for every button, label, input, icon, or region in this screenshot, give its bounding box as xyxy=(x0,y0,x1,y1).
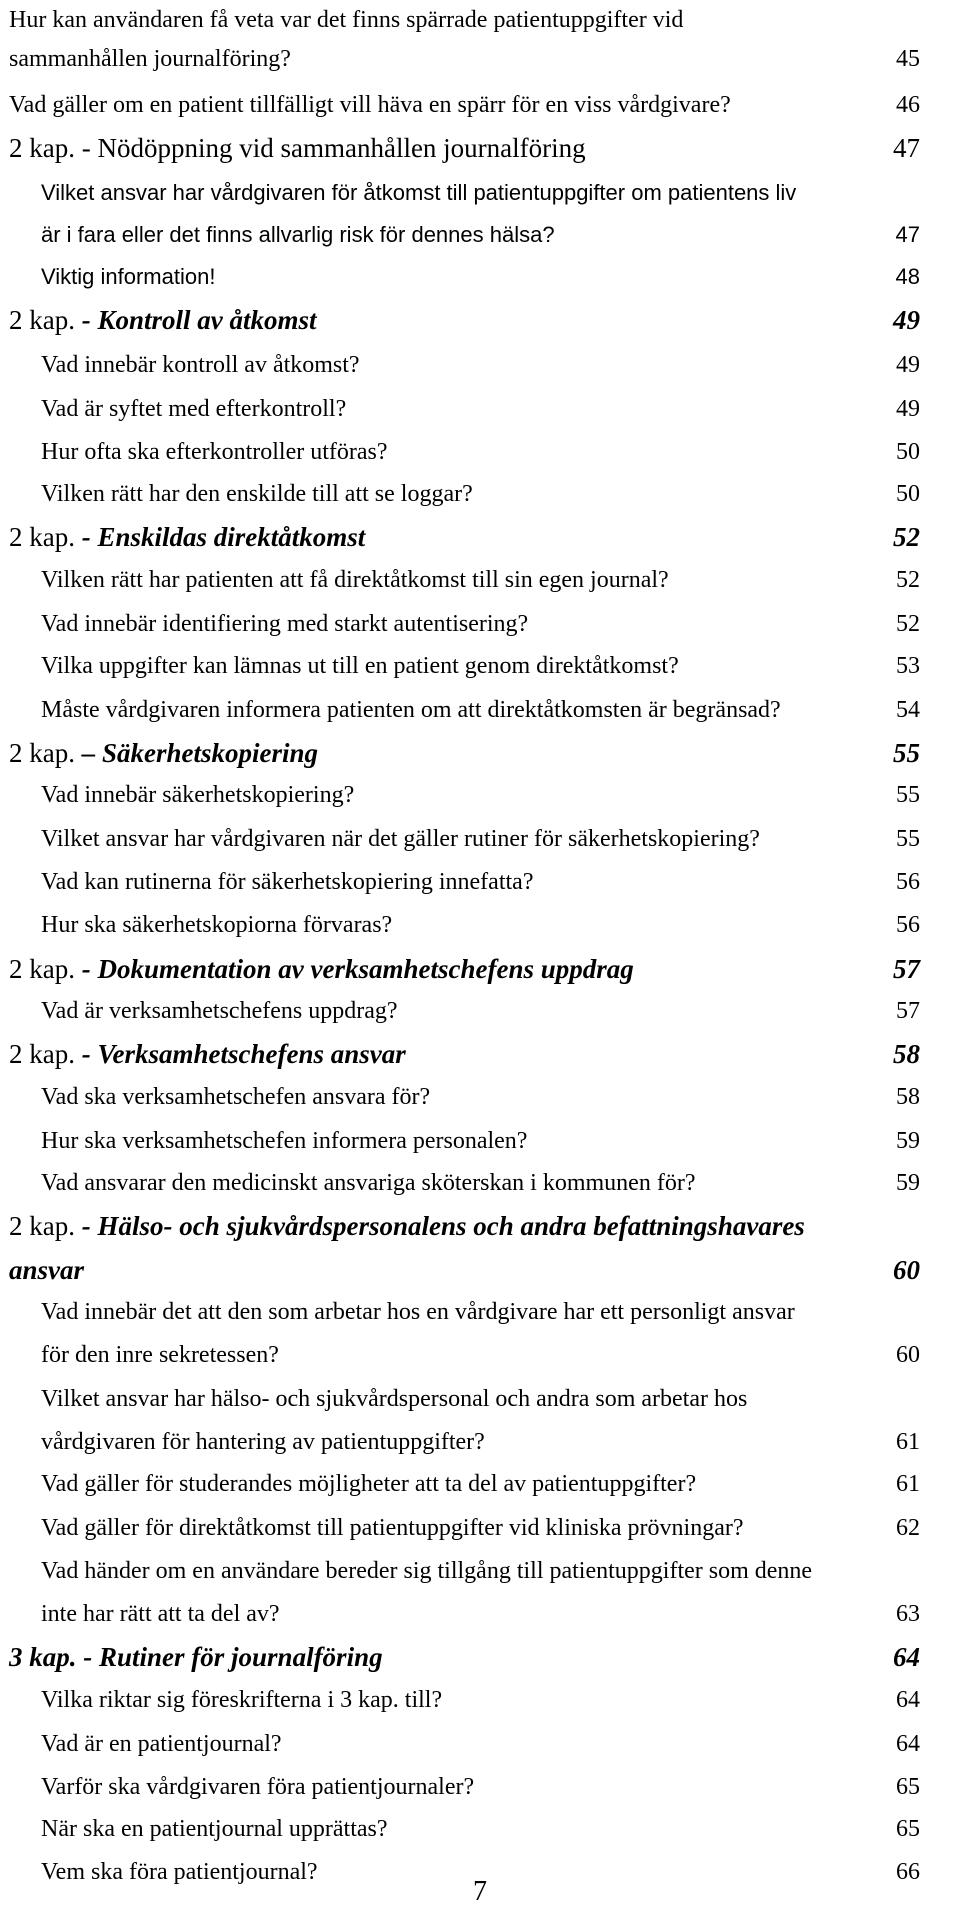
entry-page-number: 65 xyxy=(896,1816,920,1842)
chapter-prefix: 2 kap. xyxy=(9,133,82,163)
entry-page-number: 66 xyxy=(896,1859,920,1885)
entry-page-number: 62 xyxy=(896,1515,920,1541)
entry-title xyxy=(9,85,731,125)
entry-title xyxy=(41,257,215,297)
entry-page-number: 65 xyxy=(896,1774,920,1800)
chapter-prefix: 2 kap. xyxy=(9,1211,82,1241)
entry-text: Måste vårdgivaren informera patienten om att direktåtkomsten är begränsad? xyxy=(41,697,781,723)
entry-title xyxy=(41,819,760,859)
entry-page-number: 50 xyxy=(896,439,920,465)
entry-title xyxy=(41,1335,279,1375)
entry-text: - Dokumentation av verksamhetschefens uppdrag xyxy=(81,954,634,984)
entry-title xyxy=(41,1508,744,1548)
entry-text: Vad händer om en användare bereder sig tillgång till patientuppgifter som denne xyxy=(41,1558,813,1584)
entry-page-number: 47 xyxy=(893,133,920,163)
entry-page-number: 53 xyxy=(896,653,920,679)
entry-page-number: 49 xyxy=(893,305,920,335)
entry-text: Vilket ansvar har hälso- och sjukvårdspersonal och andra som arbetar hos xyxy=(41,1386,748,1412)
entry-page-number: 56 xyxy=(896,869,920,895)
entry-text: Vilka riktar sig föreskrifterna i 3 kap. till? xyxy=(41,1687,443,1713)
entry-title xyxy=(41,432,388,472)
entry-page-number: 57 xyxy=(896,998,920,1024)
entry-text: sammanhållen journalföring? xyxy=(9,46,291,72)
entry-title xyxy=(41,991,398,1031)
entry-page-number: 61 xyxy=(896,1471,920,1497)
entry-title xyxy=(41,862,533,902)
entry-title xyxy=(41,604,528,644)
entry-text: Vad gäller för studerandes möjligheter att ta del av patientuppgifter? xyxy=(41,1471,697,1497)
entry-text: vårdgivaren för hantering av patientuppgifter? xyxy=(41,1429,485,1455)
chapter-prefix: 2 kap. xyxy=(9,305,82,335)
entry-title xyxy=(9,300,317,340)
entry-title xyxy=(41,173,796,213)
entry-title xyxy=(9,0,683,40)
entry-text: Vilka uppgifter kan lämnas ut till en patient genom direktåtkomst? xyxy=(41,653,679,679)
entry-text: Vad ansvarar den medicinskt ansvariga sköterskan i kommunen för? xyxy=(41,1170,696,1196)
entry-page-number: 52 xyxy=(896,611,920,637)
entry-page-number: 46 xyxy=(896,92,920,118)
entry-title xyxy=(41,1379,747,1419)
entry-title xyxy=(9,1250,84,1290)
entry-text: - Enskildas direktåtkomst xyxy=(81,522,366,552)
entry-page-number: 52 xyxy=(893,522,920,552)
entry-title xyxy=(9,1034,406,1074)
entry-title xyxy=(41,560,669,600)
entry-text: inte har rätt att ta del av? xyxy=(41,1601,280,1627)
entry-title xyxy=(41,1077,430,1117)
entry-page-number: 55 xyxy=(896,782,920,808)
chapter-prefix: 2 kap. xyxy=(9,522,82,552)
entry-text: är i fara eller det finns allvarlig risk för dennes hälsa? xyxy=(41,222,555,247)
entry-title xyxy=(41,1680,442,1720)
entry-page-number: 59 xyxy=(896,1128,920,1154)
entry-title xyxy=(41,474,473,514)
entry-title xyxy=(41,1594,280,1634)
entry-title xyxy=(41,1163,695,1203)
entry-text: 3 kap. - Rutiner för journalföring xyxy=(9,1642,383,1672)
entry-text: Hur ska verksamhetschefen informera personalen? xyxy=(41,1128,528,1154)
entry-text: för den inre sekretessen? xyxy=(41,1342,279,1368)
entry-page-number: 48 xyxy=(895,264,920,289)
entry-title xyxy=(41,1292,795,1332)
entry-page-number: 63 xyxy=(896,1601,920,1627)
entry-title xyxy=(41,775,354,815)
entry-page-number: 55 xyxy=(893,738,920,768)
entry-page-number: 55 xyxy=(896,826,920,852)
entry-text: Vad ska verksamhetschefen ansvara för? xyxy=(41,1084,431,1110)
entry-text: Vad innebär det att den som arbetar hos en vårdgivare har ett personligt ansvar xyxy=(41,1299,795,1325)
entry-text: - Verksamhetschefens ansvar xyxy=(81,1039,406,1069)
entry-page-number: 47 xyxy=(895,222,920,247)
entry-text: Hur kan användaren få veta var det finns spärrade patientuppgifter vid xyxy=(9,7,684,33)
entry-text: Vad innebär identifiering med starkt autentisering? xyxy=(41,611,529,637)
entry-text: Vad gäller för direktåtkomst till patientuppgifter vid kliniska prövningar? xyxy=(41,1515,744,1541)
entry-text: Vilken rätt har patienten att få direktåtkomst till sin egen journal? xyxy=(41,567,669,593)
entry-text: Hur ska säkerhetskopiorna förvaras? xyxy=(41,912,393,938)
entry-page-number: 57 xyxy=(893,954,920,984)
entry-text: Vad innebär kontroll av åtkomst? xyxy=(41,352,360,378)
entry-title xyxy=(41,1767,474,1807)
entry-page-number: 50 xyxy=(896,481,920,507)
entry-title xyxy=(41,1464,696,1504)
entry-page-number: 45 xyxy=(896,46,920,72)
entry-title xyxy=(9,517,365,557)
entry-text: - Kontroll av åtkomst xyxy=(81,305,317,335)
entry-title xyxy=(9,733,318,773)
entry-text: Vad är syftet med efterkontroll? xyxy=(41,396,347,422)
entry-title xyxy=(9,39,291,79)
entry-text: - Nödöppning vid sammanhållen journalföring xyxy=(81,133,586,163)
entry-title xyxy=(41,215,555,255)
entry-text: När ska en patientjournal upprättas? xyxy=(41,1816,388,1842)
entry-text: Vem ska föra patientjournal? xyxy=(41,1859,318,1885)
entry-text: Varför ska vårdgivaren föra patientjournaler? xyxy=(41,1774,475,1800)
entry-title xyxy=(41,1121,527,1161)
entry-text: – Säkerhetskopiering xyxy=(81,738,319,768)
entry-text: Vilket ansvar har vårdgivaren för åtkomst till patientuppgifter om patientens liv xyxy=(41,180,797,205)
entry-title xyxy=(9,1637,383,1677)
entry-text: Vad är en patientjournal? xyxy=(41,1731,282,1757)
entry-page-number: 59 xyxy=(896,1170,920,1196)
entry-page-number: 49 xyxy=(896,352,920,378)
entry-page-number: 56 xyxy=(896,912,920,938)
entry-text: Vilken rätt har den enskilde till att se loggar? xyxy=(41,481,473,507)
entry-text: Vilket ansvar har vårdgivaren när det gäller rutiner för säkerhetskopiering? xyxy=(41,826,760,852)
entry-title xyxy=(41,389,346,429)
entry-page-number: 60 xyxy=(893,1255,920,1285)
entry-text: Viktig information! xyxy=(41,264,216,289)
entry-page-number: 58 xyxy=(896,1084,920,1110)
entry-page-number: 64 xyxy=(896,1687,920,1713)
entry-title xyxy=(41,1809,388,1849)
entry-title xyxy=(41,690,781,730)
entry-page-number: 60 xyxy=(896,1342,920,1368)
entry-page-number: 58 xyxy=(893,1039,920,1069)
entry-page-number: 64 xyxy=(893,1642,920,1672)
entry-page-number: 52 xyxy=(896,567,920,593)
entry-title xyxy=(41,646,679,686)
page-number: 7 xyxy=(473,1876,487,1907)
entry-title xyxy=(41,1551,812,1591)
entry-page-number: 64 xyxy=(896,1731,920,1757)
entry-page-number: 54 xyxy=(896,697,920,723)
entry-text: Vad innebär säkerhetskopiering? xyxy=(41,782,355,808)
entry-text: - Hälso- och sjukvårdspersonalens och andra befattningshavares xyxy=(81,1211,805,1241)
entry-title xyxy=(9,949,634,989)
entry-title xyxy=(41,905,392,945)
entry-text: Hur ofta ska efterkontroller utföras? xyxy=(41,439,388,465)
entry-title xyxy=(41,1724,282,1764)
entry-title xyxy=(9,128,586,168)
entry-text: Vad kan rutinerna för säkerhetskopiering innefatta? xyxy=(41,869,534,895)
entry-text: ansvar xyxy=(9,1255,85,1285)
chapter-prefix: 2 kap. xyxy=(9,738,82,768)
entry-text: Vad gäller om en patient tillfälligt vill häva en spärr för en viss vårdgivare? xyxy=(9,92,731,118)
chapter-prefix: 2 kap. xyxy=(9,954,82,984)
chapter-prefix: 2 kap. xyxy=(9,1039,82,1069)
entry-page-number: 49 xyxy=(896,396,920,422)
entry-title xyxy=(41,1422,485,1462)
entry-title xyxy=(9,1206,805,1246)
entry-title xyxy=(41,345,360,385)
entry-page-number: 61 xyxy=(896,1429,920,1455)
entry-text: Vad är verksamhetschefens uppdrag? xyxy=(41,998,398,1024)
